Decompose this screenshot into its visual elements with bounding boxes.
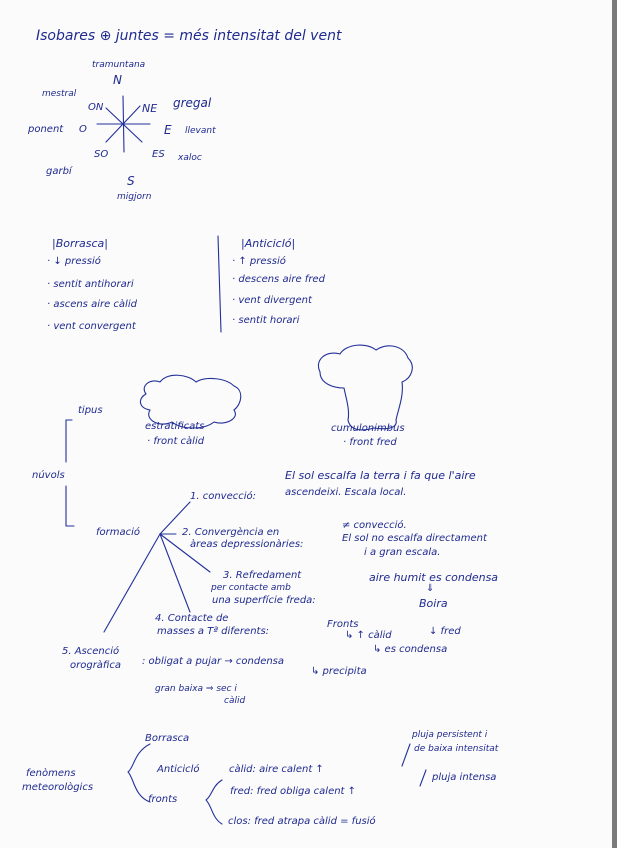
tipus-label: tipus bbox=[78, 405, 103, 416]
borrasca-header: |Borrasca| bbox=[52, 237, 108, 250]
arrow-5 bbox=[104, 534, 160, 632]
fenomens-anticiclo: Anticicló bbox=[157, 764, 200, 775]
formacio-5-text: ↳ precipita bbox=[311, 666, 367, 677]
formacio-3-label: una superfície freda: bbox=[212, 595, 316, 606]
anticiclo-item: · ↑ pressió bbox=[232, 256, 286, 267]
compass-llevant: llevant bbox=[185, 126, 216, 136]
compass-s: S bbox=[127, 174, 135, 188]
formacio-4-label: masses a Tª diferents: bbox=[157, 626, 270, 637]
front-fred-note: pluja intensa bbox=[432, 772, 497, 783]
fred-separator bbox=[420, 770, 426, 786]
compass-ne: NE bbox=[142, 102, 158, 115]
borrasca-item: · ascens aire càlid bbox=[47, 299, 137, 310]
anticiclo-item: · vent divergent bbox=[232, 295, 312, 306]
compass-tramuntana: tramuntana bbox=[92, 60, 146, 70]
formacio-2-label: 2. Convergència en bbox=[182, 527, 280, 538]
formacio-3-arrow: ⇓ bbox=[426, 583, 435, 594]
front-calid-label: · front càlid bbox=[147, 436, 205, 447]
front-calid-note: de baixa intensitat bbox=[414, 744, 499, 754]
formacio-5-text: gran baixa ⇒ sec i bbox=[155, 684, 237, 694]
formacio-5-label: 5. Ascenció bbox=[62, 646, 120, 657]
fronts-bracket bbox=[206, 780, 222, 824]
anticiclo-item: · sentit horari bbox=[232, 315, 300, 326]
formacio-2-text: El sol no escalfa directament bbox=[342, 533, 487, 544]
compass-ponent: ponent bbox=[28, 124, 64, 135]
anticiclo-header: |Anticicló| bbox=[241, 237, 296, 250]
compass-e: E bbox=[164, 123, 172, 137]
formacio-4-text: ↓ fred bbox=[429, 626, 461, 637]
fenomens-bracket bbox=[128, 744, 150, 802]
cumulonimbus-label: cumulonimbus bbox=[331, 423, 405, 434]
formacio-1-text: ascendeixi. Escala local. bbox=[285, 487, 407, 498]
compass-migjorn: migjorn bbox=[117, 192, 152, 202]
borrasca-item: · ↓ pressió bbox=[47, 256, 101, 267]
compass-gregal: gregal bbox=[173, 96, 212, 110]
formacio-3-label: per contacte amb bbox=[211, 583, 291, 593]
formacio-3-text: Boira bbox=[419, 597, 448, 610]
formacio-5-text: càlid bbox=[224, 696, 246, 706]
front-calid: càlid: aire calent ↑ bbox=[229, 764, 324, 775]
fenomens-label: fenòmens bbox=[26, 768, 76, 779]
formacio-1-label: 1. convecció: bbox=[190, 491, 257, 502]
compass-on: ON bbox=[88, 102, 104, 113]
nuvols-label: núvols bbox=[32, 470, 65, 481]
formacio-bracket bbox=[66, 486, 74, 526]
anticiclo-item: · descens aire fred bbox=[232, 274, 325, 285]
front-fred: fred: fred obliga calent ↑ bbox=[230, 786, 357, 797]
borrasca-item: · sentit antihorari bbox=[47, 279, 134, 290]
formacio-5-text: : obligat a pujar → condensa bbox=[142, 656, 285, 667]
compass-so: SO bbox=[94, 149, 109, 160]
fenomens-fronts: fronts bbox=[148, 794, 178, 805]
compass-garbi: garbí bbox=[46, 166, 72, 177]
compass-xaloc: xaloc bbox=[178, 153, 202, 163]
front-fred-label: · front fred bbox=[343, 437, 397, 448]
front-clos: clos: fred atrapa càlid = fusió bbox=[228, 816, 376, 827]
formacio-1-text: El sol escalfa la terra i fa que l'aire bbox=[285, 469, 476, 482]
tipus-bracket bbox=[66, 420, 72, 462]
compass-o: O bbox=[79, 124, 87, 135]
borrasca-item: · vent convergent bbox=[47, 321, 136, 332]
compass-es: ES bbox=[152, 149, 165, 160]
compass-n: N bbox=[113, 73, 122, 87]
formacio-4-label: 4. Contacte de bbox=[155, 613, 229, 624]
estratificats-label: estratificats bbox=[145, 421, 205, 432]
front-calid-note: pluja persistent i bbox=[412, 730, 488, 740]
formacio-2-text: ≠ convecció. bbox=[342, 520, 407, 531]
formacio-5-label: orogràfica bbox=[70, 660, 122, 671]
cumulonimbus-cloud-shape bbox=[318, 345, 412, 430]
formacio-3-text: aire humit es condensa bbox=[369, 571, 499, 584]
calid-separator bbox=[402, 744, 410, 766]
formacio-label: formació bbox=[96, 527, 141, 538]
formacio-2-text: i a gran escala. bbox=[364, 547, 441, 558]
formacio-4-text: Fronts bbox=[327, 619, 359, 630]
formacio-4-text: ↳ es condensa bbox=[373, 644, 448, 655]
compass-mestral: mestral bbox=[42, 89, 77, 99]
fenomens-label: meteorològics bbox=[22, 782, 94, 793]
fenomens-borrasca: Borrasca bbox=[145, 733, 190, 744]
column-divider bbox=[218, 236, 221, 332]
page-title: Isobares ⊕ juntes = més intensitat del vent bbox=[36, 28, 342, 44]
formacio-2-label: àreas depressionàries: bbox=[190, 539, 304, 550]
formacio-3-label: 3. Refredament bbox=[223, 570, 302, 581]
formacio-4-text: ↳ ↑ càlid bbox=[345, 630, 392, 641]
